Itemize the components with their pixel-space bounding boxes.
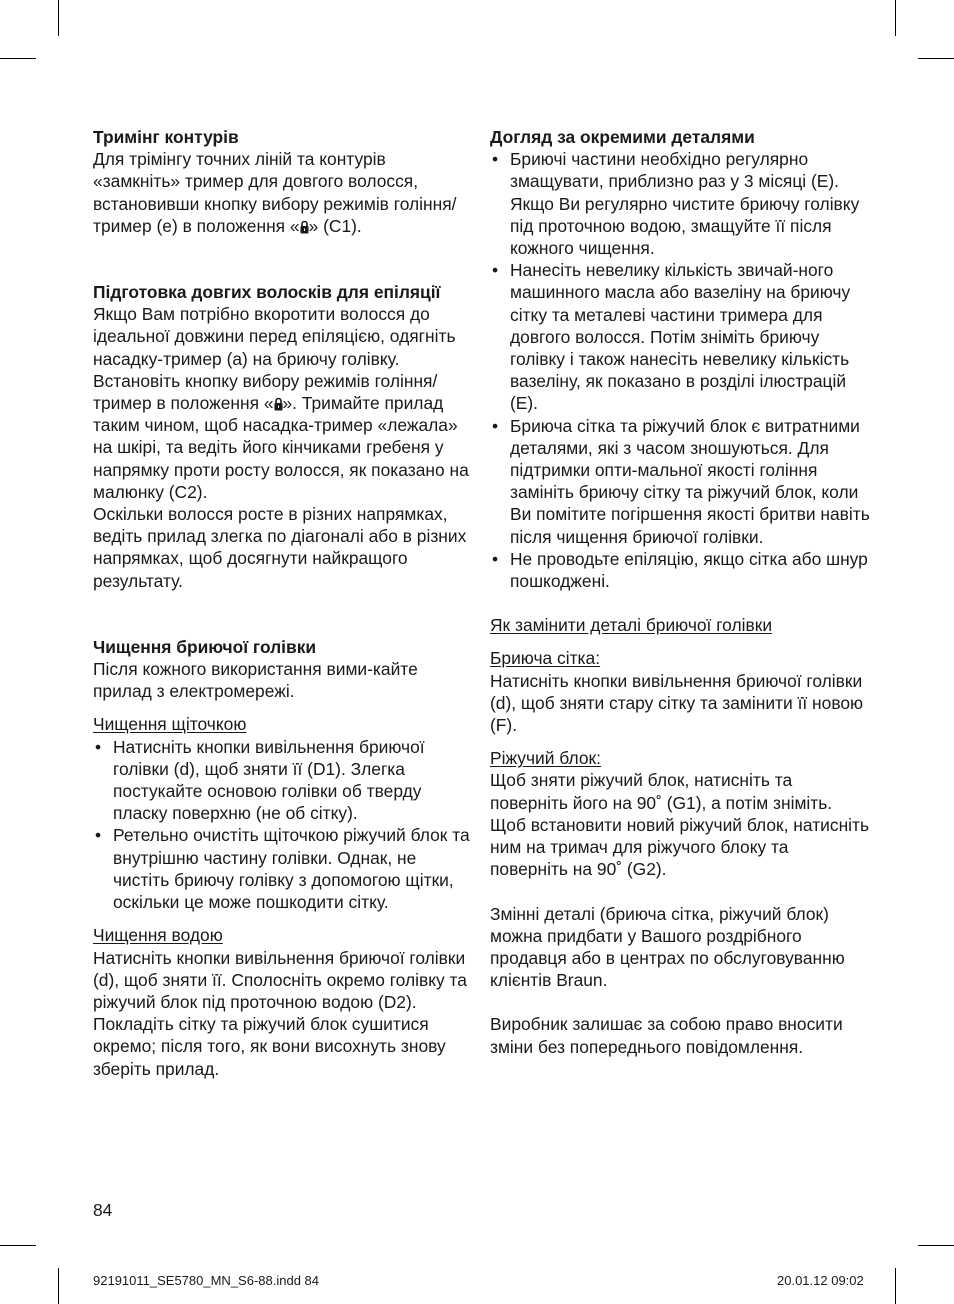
right-column	[490, 126, 870, 1058]
replace-parts-title: Як замінити деталі бриючої голівки	[490, 615, 773, 636]
list-item: • Ретельно очистіть щіточкою ріжучий блок та внутрішню частину голівки. Однак, не чистіть бриючу голівку з допомогою щітки, оскільки це може пошкодити сітку.	[93, 824, 473, 913]
notice-text: Виробник залишає за собою право вносити зміни без попереднього повідомлення.	[490, 1014, 843, 1057]
list-item: • Нанесіть невелику кількість звичай-ного машинного масла або вазеліну на бриючу сітку та металеві частини тримера для довгого волосся. Потім зніміть бриючу голівку і також нанесіть невелику кількість вазеліну, як показано в розділі ілюстрацій (E).	[490, 259, 870, 414]
brush-cleaning-list	[93, 736, 473, 914]
trimming-text: Для трімінгу точних ліній та контурів «замкніть» тример для довгого волосся, встановивши кнопку вибору режимів гоління/тример (e) в положення « » (C1).	[93, 149, 457, 236]
crop-mark	[895, 0, 896, 36]
section-title-care: Догляд за окремими деталями	[490, 127, 755, 147]
crop-mark	[58, 1268, 59, 1304]
cutter-text: Щоб зняти ріжучий блок, натисніть та поверніть його на 90˚ (G1), а потім зніміть. Щоб встановити новий ріжучий блок, натисніть ним на тримач для ріжучого блоку та поверніть на 90˚ (G2).	[490, 770, 870, 880]
water-cleaning-text: Натисніть кнопки вивільнення бриючої голівки (d), щоб зняти її. Сполосніть окремо голівку та ріжучий блок під проточною водою (D2). Покладіть сітку та ріжучий блок сушитися окремо; після того, як вони висохнуть знову зберіть прилад.	[93, 947, 467, 1079]
prep-text-2: Оскільки волосся росте в різних напрямках, ведіть прилад злегка по діагоналі або в різних напрямках, щоб досягнути найкращого результату.	[93, 504, 467, 591]
footer-datetime: 20.01.12 09:02	[777, 1273, 864, 1288]
crop-mark	[0, 1245, 36, 1246]
crop-mark	[0, 58, 36, 59]
brush-cleaning-title: Чищення щіточкою	[93, 714, 247, 735]
prep-text: Якщо Вам потрібно вкоротити волосся до ідеальної довжини перед епіляцією, одягніть насадку-тример (a) на бриючу голівку. Встановіть кнопку вибору режимів гоління/тример в положення « ». Тримайте прилад таким чином, щоб насадка-тример «лежала» на шкірі, та ведіть його кінчиками гребеня у напрямку проти росту волосся, як показано на малюнку (C2).	[93, 304, 469, 502]
list-item: • Бриюча сітка та ріжучий блок є витратними деталями, які з часом зношуються. Для підтримки опти-мальної якості гоління замініть бриючу сітку та ріжучий блок, коли Ви помітите погіршення якості бритви навіть після чищення бриючої голівки.	[490, 415, 870, 548]
list-item: • Не проводьте епіляцію, якщо сітка або шнур пошкоджені.	[490, 548, 870, 592]
footer-file: 92191011_SE5780_MN_S6-88.indd 84	[93, 1273, 319, 1288]
water-cleaning-title: Чищення водою	[93, 925, 223, 946]
parts-availability-text: Змінні деталі (бриюча сітка, ріжучий блок) можна придбати у Вашого роздрібного продавця або в центрах по обслуговуванню клієнтів Braun.	[490, 903, 845, 991]
list-item: • Бриючі частини необхідно регулярно змащувати, приблизно раз у 3 місяці (E). Якщо Ви регулярно чистите бриючу голівку під проточною водою, змащуйте її після кожного чищення.	[490, 148, 870, 259]
cutter-title: Ріжучий блок:	[490, 748, 601, 769]
lock-icon	[300, 220, 309, 234]
crop-mark	[58, 0, 59, 36]
section-title-cleaning: Чищення бриючої голівки	[93, 636, 317, 657]
list-item: • Натисніть кнопки вивільнення бриючої голівки (d), щоб зняти її (D1). Злегка постукайте основою голівки об тверду пласку поверхню (не об сітку).	[93, 736, 473, 825]
lock-icon	[274, 397, 283, 411]
crop-mark	[918, 1245, 954, 1246]
cleaning-intro: Після кожного використання вими-кайте прилад з електромережі.	[93, 659, 418, 702]
crop-mark	[895, 1268, 896, 1304]
left-column	[93, 126, 473, 1080]
page-number: 84	[93, 1200, 113, 1220]
section-title-prep: Підготовка довгих волосків для епіляції	[93, 282, 441, 303]
care-list	[490, 148, 870, 592]
crop-mark	[918, 58, 954, 59]
foil-title: Бриюча сітка:	[490, 648, 601, 669]
foil-text: Натисніть кнопки вивільнення бриючої голівки (d), щоб зняти стару сітку та замінити її новою (F).	[490, 670, 864, 736]
section-title-trimming: Тримінг контурів	[93, 127, 239, 147]
